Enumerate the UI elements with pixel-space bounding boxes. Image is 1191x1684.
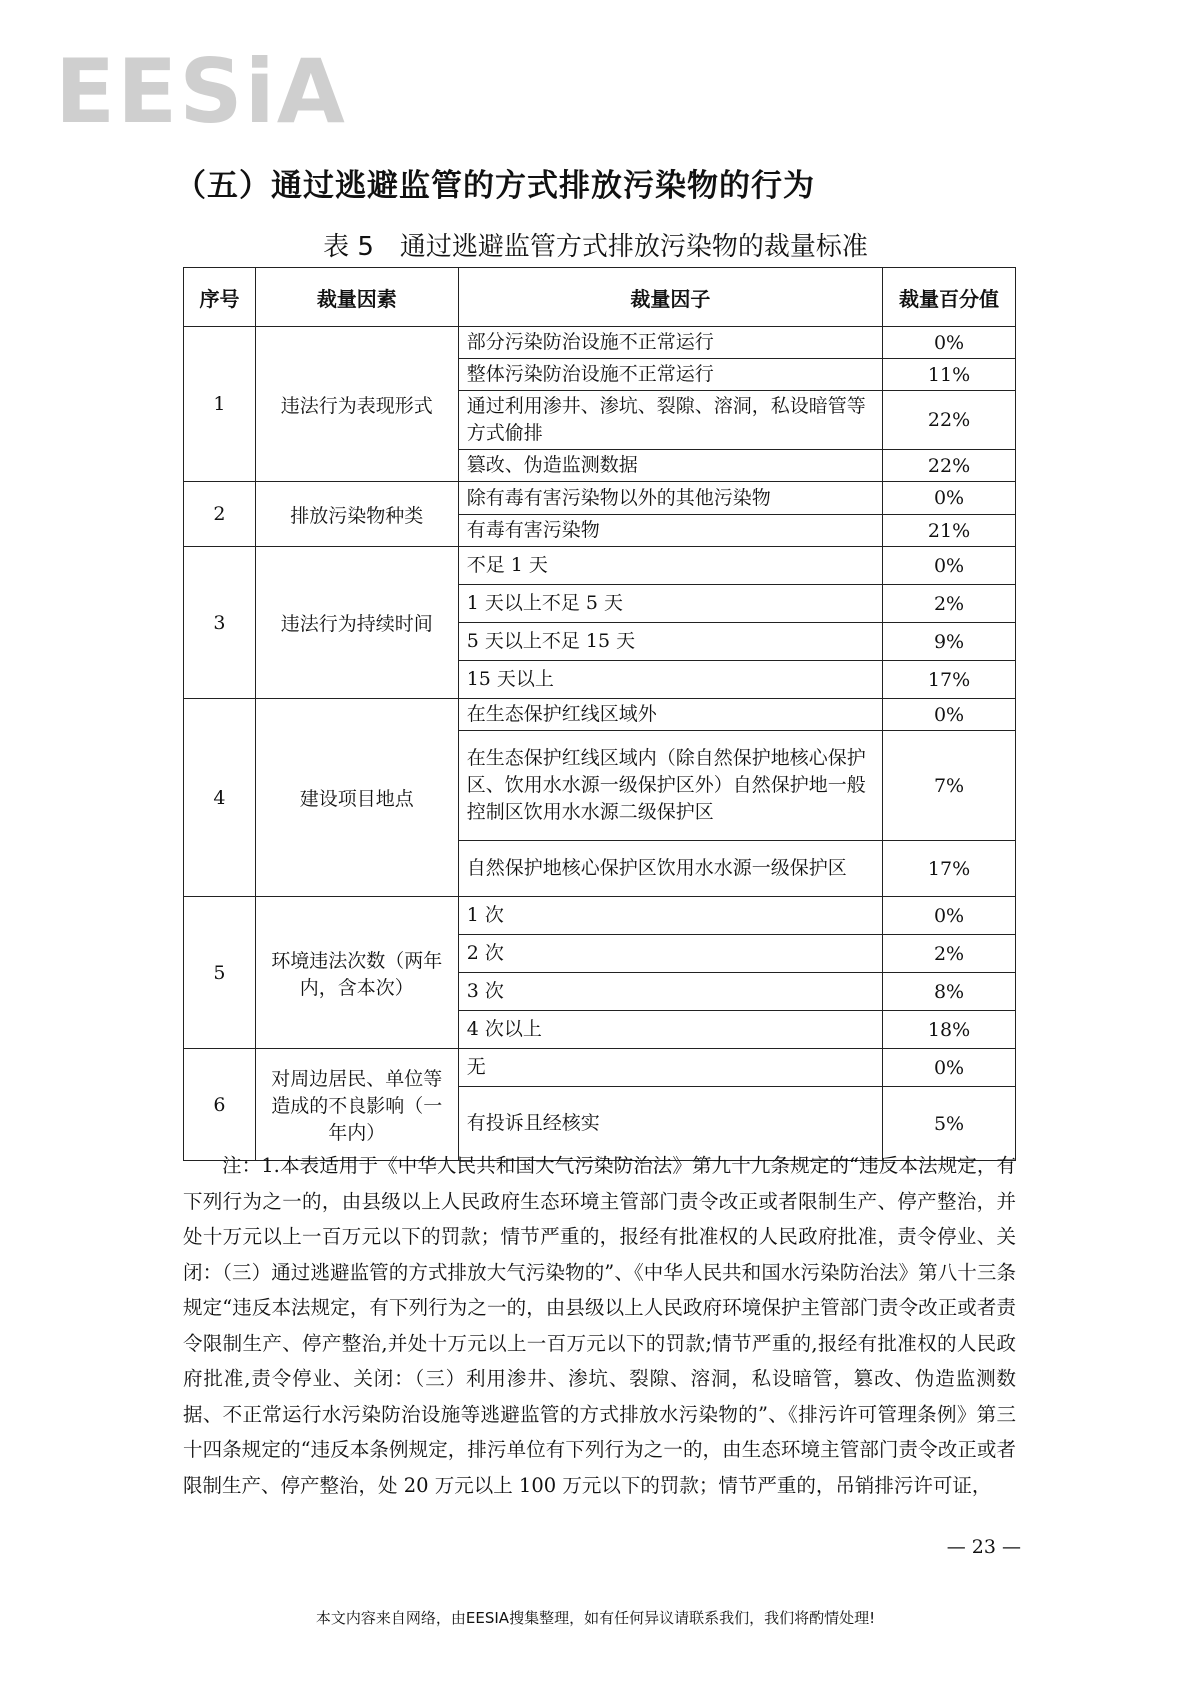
percentage-cell: 0% xyxy=(883,327,1016,359)
page-number: — 23 — xyxy=(946,1536,1021,1558)
sub-factor-cell: 有投诉且经核实 xyxy=(458,1087,882,1161)
header-factor: 裁量因素 xyxy=(255,268,458,327)
table-row xyxy=(184,897,1016,935)
table-row xyxy=(184,547,1016,585)
factor-cell: 建设项目地点 xyxy=(255,699,458,897)
sub-factor-cell: 除有毒有害污染物以外的其他污染物 xyxy=(458,482,882,515)
table-title: 表 5 通过逃避监管方式排放污染物的裁量标准 xyxy=(323,232,868,262)
percentage-cell: 18% xyxy=(883,1011,1016,1049)
percentage-cell: 0% xyxy=(883,1049,1016,1087)
sub-factor-cell: 在生态保护红线区域外 xyxy=(458,699,882,731)
header-sub-factor: 裁量因子 xyxy=(458,268,882,327)
table-header-row xyxy=(184,268,1016,327)
sub-factor-cell: 在生态保护红线区域内（除自然保护地核心保护区、饮用水水源一级保护区外）自然保护地一般控制区饮用水水源二级保护区 xyxy=(458,731,882,841)
row-number: 5 xyxy=(184,897,256,1049)
factor-cell: 违法行为表现形式 xyxy=(255,327,458,482)
factor-cell: 违法行为持续时间 xyxy=(255,547,458,699)
table-row xyxy=(184,1049,1016,1087)
sub-factor-cell: 4 次以上 xyxy=(458,1011,882,1049)
table-body xyxy=(184,327,1016,1161)
percentage-cell: 0% xyxy=(883,897,1016,935)
percentage-cell: 7% xyxy=(883,731,1016,841)
row-number: 4 xyxy=(184,699,256,897)
factor-cell: 对周边居民、单位等造成的不良影响（一年内） xyxy=(255,1049,458,1161)
percentage-cell: 2% xyxy=(883,585,1016,623)
percentage-cell: 0% xyxy=(883,547,1016,585)
percentage-cell: 11% xyxy=(883,359,1016,391)
sub-factor-cell: 部分污染防治设施不正常运行 xyxy=(458,327,882,359)
eesia-logo: EESiA xyxy=(55,40,347,143)
percentage-cell: 2% xyxy=(883,935,1016,973)
percentage-cell: 0% xyxy=(883,482,1016,515)
sub-factor-cell: 15 天以上 xyxy=(458,661,882,699)
sub-factor-cell: 2 次 xyxy=(458,935,882,973)
sub-factor-cell: 通过利用渗井、渗坑、裂隙、溶洞，私设暗管等方式偷排 xyxy=(458,391,882,450)
sub-factor-cell: 篡改、伪造监测数据 xyxy=(458,450,882,482)
sub-factor-cell: 自然保护地核心保护区饮用水水源一级保护区 xyxy=(458,841,882,897)
header-percentage: 裁量百分值 xyxy=(883,268,1016,327)
table-row xyxy=(184,482,1016,515)
percentage-cell: 21% xyxy=(883,515,1016,547)
sub-factor-cell: 整体污染防治设施不正常运行 xyxy=(458,359,882,391)
table-row xyxy=(184,327,1016,359)
sub-factor-cell: 无 xyxy=(458,1049,882,1087)
table-row xyxy=(184,699,1016,731)
section-heading: （五）通过逃避监管的方式排放污染物的行为 xyxy=(175,168,815,204)
percentage-cell: 0% xyxy=(883,699,1016,731)
sub-factor-cell: 不足 1 天 xyxy=(458,547,882,585)
percentage-cell: 22% xyxy=(883,391,1016,450)
header-no: 序号 xyxy=(184,268,256,327)
percentage-cell: 9% xyxy=(883,623,1016,661)
percentage-cell: 17% xyxy=(883,661,1016,699)
row-number: 3 xyxy=(184,547,256,699)
row-number: 2 xyxy=(184,482,256,547)
sub-factor-cell: 5 天以上不足 15 天 xyxy=(458,623,882,661)
sub-factor-cell: 有毒有害污染物 xyxy=(458,515,882,547)
notes-paragraph: 注：1.本表适用于《中华人民共和国大气污染防治法》第九十九条规定的“违反本法规定，有下列行为之一的，由县级以上人民政府生态环境主管部门责令改正或者限制生产、停产整治，并处十万元以上一百万元以下的罚款；情节严重的，报经有批准权的人民政府批准，责令停业、关闭：（三）通过逃避监管的方式排放大气污染物的”、《中华人民共和国水污染防治法》第八十三条规定“违反本法规定，有下列行为之一的，由县级以上人民政府环境保护主管部门责令改正或者责令限制生产、停产整治,并处十万元以上一百万元以下的罚款;情节严重的,报经有批准权的人民政府批准,责令停业、关闭：（三）利用渗井、渗坑、裂隙、溶洞，私设暗管，篡改、伪造监测数据、不正常运行水污染防治设施等逃避监管的方式排放水污染物的”、《排污许可管理条例》第三十四条规定的“违反本条例规定，排污单位有下列行为之一的，由生态环境主管部门责令改正或者限制生产、停产整治，处 20 万元以上 100 万元以下的罚款；情节严重的，吊销排污许可证， xyxy=(183,1154,1016,1497)
penalty-standard-table xyxy=(183,267,1016,1161)
percentage-cell: 22% xyxy=(883,450,1016,482)
percentage-cell: 8% xyxy=(883,973,1016,1011)
sub-factor-cell: 1 天以上不足 5 天 xyxy=(458,585,882,623)
factor-cell: 环境违法次数（两年内，含本次） xyxy=(255,897,458,1049)
row-number: 1 xyxy=(184,327,256,482)
sub-factor-cell: 3 次 xyxy=(458,973,882,1011)
factor-cell: 排放污染物种类 xyxy=(255,482,458,547)
sub-factor-cell: 1 次 xyxy=(458,897,882,935)
percentage-cell: 5% xyxy=(883,1087,1016,1161)
percentage-cell: 17% xyxy=(883,841,1016,897)
row-number: 6 xyxy=(184,1049,256,1161)
footer-disclaimer: 本文内容来自网络，由EESIA搜集整理，如有任何异议请联系我们，我们将酌情处理! xyxy=(315,1609,876,1627)
